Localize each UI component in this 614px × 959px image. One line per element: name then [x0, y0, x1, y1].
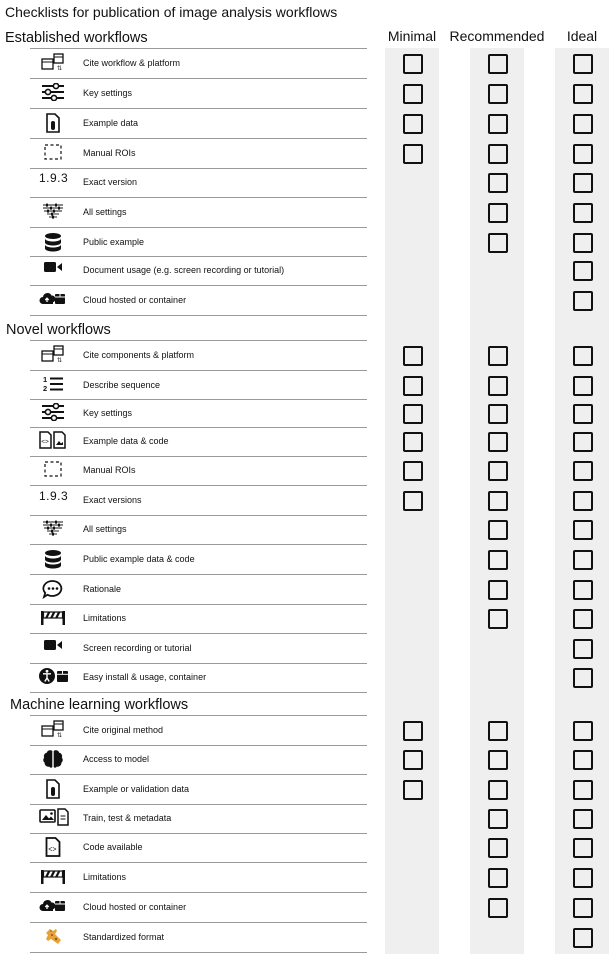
- svg-text:⇅: ⇅: [57, 66, 63, 71]
- item-label: Rationale: [83, 584, 122, 594]
- checkbox-recommended[interactable]: [488, 432, 508, 452]
- checklist-row: [30, 775, 367, 803]
- code-window-icon: [39, 345, 67, 363]
- checkbox-ideal[interactable]: [573, 404, 593, 424]
- checkbox-minimal[interactable]: [403, 54, 423, 74]
- checklist-row: [30, 604, 367, 632]
- checkbox-recommended[interactable]: [488, 898, 508, 918]
- item-label: Access to model: [83, 754, 150, 764]
- checklist-row: [30, 634, 367, 662]
- checklist-row: [30, 198, 367, 226]
- column-header-ideal: Ideal: [566, 28, 598, 44]
- checkbox-ideal[interactable]: [573, 609, 593, 629]
- numbered-list-icon: [39, 375, 67, 393]
- section-title: Machine learning workflows: [10, 697, 189, 713]
- checkbox-ideal[interactable]: [573, 203, 593, 223]
- barrier-icon: [39, 867, 67, 885]
- item-label: Exact versions: [83, 495, 142, 505]
- checklist-row: [30, 168, 367, 196]
- checkbox-ideal[interactable]: [573, 432, 593, 452]
- item-label: Manual ROIs: [83, 148, 136, 158]
- checkbox-ideal[interactable]: [573, 780, 593, 800]
- image-file-icon: [39, 779, 67, 799]
- checkbox-minimal[interactable]: [403, 404, 423, 424]
- checkbox-minimal[interactable]: [403, 491, 423, 511]
- checkbox-recommended[interactable]: [488, 809, 508, 829]
- row-divider: [30, 692, 367, 693]
- checklist-row: [30, 456, 367, 484]
- checkbox-ideal[interactable]: [573, 520, 593, 540]
- checkbox-ideal[interactable]: [573, 173, 593, 193]
- checklist-row: [30, 833, 367, 861]
- item-label: Easy install & usage, container: [83, 672, 207, 682]
- code-window-icon: [39, 720, 67, 738]
- checkbox-ideal[interactable]: [573, 809, 593, 829]
- item-label: Code available: [83, 842, 143, 852]
- checkbox-recommended[interactable]: [488, 721, 508, 741]
- checkbox-recommended[interactable]: [488, 461, 508, 481]
- svg-text:1: 1: [43, 375, 48, 384]
- checkbox-ideal[interactable]: [573, 346, 593, 366]
- checkbox-recommended[interactable]: [488, 376, 508, 396]
- version-number-icon: 1.9.3: [39, 489, 69, 503]
- checklist-row: [30, 804, 367, 832]
- roi-selection-icon: [39, 143, 67, 161]
- checklist-row: [30, 399, 367, 427]
- checkbox-minimal[interactable]: [403, 461, 423, 481]
- checkbox-ideal[interactable]: [573, 461, 593, 481]
- checkbox-ideal[interactable]: [573, 84, 593, 104]
- checkbox-minimal[interactable]: [403, 84, 423, 104]
- checklist-row: [30, 79, 367, 107]
- checkbox-recommended[interactable]: [488, 404, 508, 424]
- item-label: Limitations: [83, 872, 127, 882]
- item-label: Document usage (e.g. screen recording or tutorial): [83, 265, 285, 275]
- checkbox-ideal[interactable]: [573, 928, 593, 948]
- checkbox-ideal[interactable]: [573, 868, 593, 888]
- checkbox-minimal[interactable]: [403, 144, 423, 164]
- checklist-row: [30, 663, 367, 691]
- checklist-row: [30, 893, 367, 921]
- checkbox-recommended[interactable]: [488, 173, 508, 193]
- checkbox-minimal[interactable]: [403, 114, 423, 134]
- item-label: All settings: [83, 524, 127, 534]
- svg-text:2: 2: [43, 384, 48, 393]
- version-number-icon: 1.9.3: [39, 171, 69, 185]
- checkbox-ideal[interactable]: [573, 838, 593, 858]
- checkbox-recommended[interactable]: [488, 780, 508, 800]
- checkbox-ideal[interactable]: [573, 750, 593, 770]
- item-label: Exact version: [83, 177, 138, 187]
- settings-matrix-icon: [39, 519, 67, 537]
- checkbox-ideal[interactable]: [573, 550, 593, 570]
- checkbox-ideal[interactable]: [573, 261, 593, 281]
- svg-text:⇅: ⇅: [57, 733, 63, 738]
- barrier-icon: [39, 608, 67, 626]
- svg-text:⇅: ⇅: [57, 358, 63, 363]
- checklist-row: [30, 545, 367, 573]
- checklist-row: [30, 109, 367, 137]
- checkbox-minimal[interactable]: [403, 750, 423, 770]
- item-label: Manual ROIs: [83, 465, 136, 475]
- database-icon: [39, 232, 67, 252]
- checkbox-recommended[interactable]: [488, 54, 508, 74]
- code-window-icon: [39, 53, 67, 71]
- checklist-row: [30, 286, 367, 314]
- video-camera-icon: [39, 260, 67, 274]
- column-header-recommended: Recommended: [449, 28, 545, 44]
- checkbox-ideal[interactable]: [573, 54, 593, 74]
- section-title: Established workflows: [5, 30, 148, 46]
- item-label: Example data: [83, 118, 139, 128]
- cloud-container-icon: [39, 897, 67, 913]
- checklist-row: [30, 515, 367, 543]
- checkbox-minimal[interactable]: [403, 376, 423, 396]
- checklist-row: [30, 49, 367, 77]
- item-label: Public example data & code: [83, 554, 195, 564]
- checklist-row: [30, 716, 367, 744]
- item-label: Limitations: [83, 613, 127, 623]
- checkbox-recommended[interactable]: [488, 550, 508, 570]
- database-icon: [39, 549, 67, 569]
- code-file-icon: [39, 837, 67, 857]
- checkbox-recommended[interactable]: [488, 868, 508, 888]
- accessibility-container-icon: [39, 667, 67, 685]
- cloud-container-icon: [39, 290, 67, 306]
- checkbox-recommended[interactable]: [488, 609, 508, 629]
- checkbox-recommended[interactable]: [488, 114, 508, 134]
- checkbox-recommended[interactable]: [488, 84, 508, 104]
- brain-icon: [39, 749, 67, 769]
- checkbox-recommended[interactable]: [488, 520, 508, 540]
- checkbox-ideal[interactable]: [573, 291, 593, 311]
- checklist-row: [30, 256, 367, 284]
- item-label: Key settings: [83, 408, 133, 418]
- checklist-row: [30, 745, 367, 773]
- roi-selection-icon: [39, 460, 67, 478]
- figure-title: Checklists for publication of image analysis workflows: [5, 4, 338, 20]
- checkbox-recommended[interactable]: [488, 144, 508, 164]
- item-label: Key settings: [83, 88, 133, 98]
- checkbox-minimal[interactable]: [403, 346, 423, 366]
- checkbox-recommended[interactable]: [488, 838, 508, 858]
- checklist-row: [30, 863, 367, 891]
- checkbox-minimal[interactable]: [403, 721, 423, 741]
- item-label: Cite components & platform: [83, 350, 195, 360]
- code-and-image-file-icon: [39, 431, 67, 449]
- sliders-icon: [39, 403, 67, 421]
- item-label: Example data & code: [83, 436, 169, 446]
- checkbox-ideal[interactable]: [573, 491, 593, 511]
- checklist-row: [30, 575, 367, 603]
- checkbox-ideal[interactable]: [573, 639, 593, 659]
- checklist-row: [30, 341, 367, 369]
- checkbox-ideal[interactable]: [573, 114, 593, 134]
- checklist-row: [30, 486, 367, 514]
- svg-text:<>: <>: [41, 438, 49, 446]
- item-label: Cloud hosted or container: [83, 295, 187, 305]
- checklist-row: [30, 923, 367, 951]
- checklist-row: [30, 228, 367, 256]
- checklist-row: [30, 427, 367, 455]
- image-and-document-icon: [39, 808, 67, 826]
- checkbox-ideal[interactable]: [573, 580, 593, 600]
- column-header-minimal: Minimal: [387, 28, 437, 44]
- checklist-row: [30, 371, 367, 399]
- row-divider: [30, 315, 367, 316]
- item-label: Describe sequence: [83, 380, 161, 390]
- checkbox-recommended[interactable]: [488, 203, 508, 223]
- checkbox-ideal[interactable]: [573, 721, 593, 741]
- checkbox-ideal[interactable]: [573, 144, 593, 164]
- item-label: All settings: [83, 207, 127, 217]
- checklist-row: [30, 139, 367, 167]
- giraffe-icon: [39, 927, 67, 947]
- item-label: Cite original method: [83, 725, 164, 735]
- checkbox-recommended[interactable]: [488, 346, 508, 366]
- checkbox-recommended[interactable]: [488, 233, 508, 253]
- checkbox-ideal[interactable]: [573, 233, 593, 253]
- checkbox-minimal[interactable]: [403, 432, 423, 452]
- item-label: Cite workflow & platform: [83, 58, 181, 68]
- item-label: Standardized format: [83, 932, 165, 942]
- settings-matrix-icon: [39, 202, 67, 220]
- checkbox-minimal[interactable]: [403, 780, 423, 800]
- video-camera-icon: [39, 638, 67, 652]
- checkbox-ideal[interactable]: [573, 668, 593, 688]
- checkbox-recommended[interactable]: [488, 580, 508, 600]
- checkbox-ideal[interactable]: [573, 898, 593, 918]
- checkbox-ideal[interactable]: [573, 376, 593, 396]
- sliders-icon: [39, 83, 67, 101]
- checkbox-recommended[interactable]: [488, 491, 508, 511]
- item-label: Train, test & metadata: [83, 813, 172, 823]
- item-label: Public example: [83, 237, 145, 247]
- section-title: Novel workflows: [6, 322, 111, 338]
- row-divider: [30, 952, 367, 953]
- item-label: Cloud hosted or container: [83, 902, 187, 912]
- checkbox-recommended[interactable]: [488, 750, 508, 770]
- item-label: Example or validation data: [83, 784, 190, 794]
- svg-text:<>: <>: [48, 846, 57, 854]
- item-label: Screen recording or tutorial: [83, 643, 192, 653]
- image-file-icon: [39, 113, 67, 133]
- speech-bubble-icon: [39, 579, 67, 599]
